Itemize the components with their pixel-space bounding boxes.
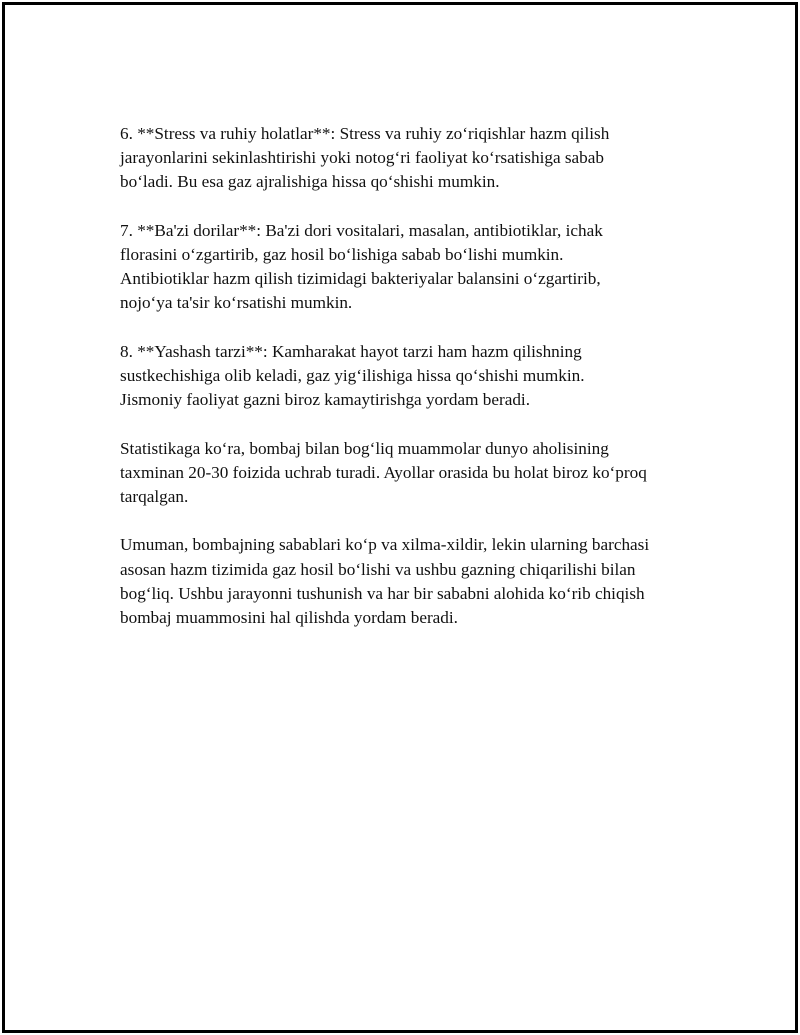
text-line: 8. **Yashash tarzi**: Kamharakat hayot tarzi ham hazm qilishning xyxy=(120,341,582,361)
text-line: nojo‘ya ta'sir ko‘rsatishi mumkin. xyxy=(120,293,353,313)
text-line: Umuman, bombajning sabablari ko‘p va xilma-xildir, lekin ularning barchasi xyxy=(120,535,650,555)
text-line: Statistikaga ko‘ra, bombaj bilan bog‘liq muammolar dunyo aholisining xyxy=(120,438,609,458)
text-line: Antibiotiklar hazm qilish tizimidagi bakteriyalar balansini o‘zgartirib, xyxy=(120,269,601,289)
paragraph-conclusion xyxy=(120,533,720,630)
text-line: 6. **Stress va ruhiy holatlar**: Stress va ruhiy zo‘riqishlar hazm qilish xyxy=(120,124,610,143)
text-line: tarqalgan. xyxy=(120,487,189,506)
text-line: bo‘ladi. Bu esa gaz ajralishiga hissa qo‘shishi mumkin. xyxy=(120,172,500,192)
text-line: taxminan 20-30 foizida uchrab turadi. Ayollar orasida bu holat biroz ko‘proq xyxy=(120,462,647,482)
text-line: 7. **Ba'zi dorilar**: Ba'zi dori vositalari, masalan, antibiotiklar, ichak xyxy=(120,220,603,240)
text-line: asosan hazm tizimida gaz hosil bo‘lishi va ushbu gazning chiqarilishi bilan xyxy=(120,559,636,579)
text-line: bombaj muammosini hal qilishda yordam beradi. xyxy=(120,608,458,627)
paragraph-statistics xyxy=(120,437,720,510)
paragraph-lifestyle xyxy=(120,340,720,413)
text-line: florasini o‘zgartirib, gaz hosil bo‘lishiga sabab bo‘lishi mumkin. xyxy=(120,245,564,264)
text-line: Jismoniy faoliyat gazni biroz kamaytirishga yordam beradi. xyxy=(120,390,530,410)
document-body xyxy=(120,122,720,654)
paragraph-stress xyxy=(120,122,720,195)
text-line: jarayonlarini sekinlashtirishi yoki notog‘ri faoliyat ko‘rsatishiga sabab xyxy=(120,148,605,168)
text-line: bog‘liq. Ushbu jarayonni tushunish va har bir sababni alohida ko‘rib chiqish xyxy=(120,583,645,603)
paragraph-medications xyxy=(120,219,720,316)
text-line: sustkechishiga olib keladi, gaz yig‘ilishiga hissa qo‘shishi mumkin. xyxy=(120,366,585,385)
document-page xyxy=(2,2,798,1033)
